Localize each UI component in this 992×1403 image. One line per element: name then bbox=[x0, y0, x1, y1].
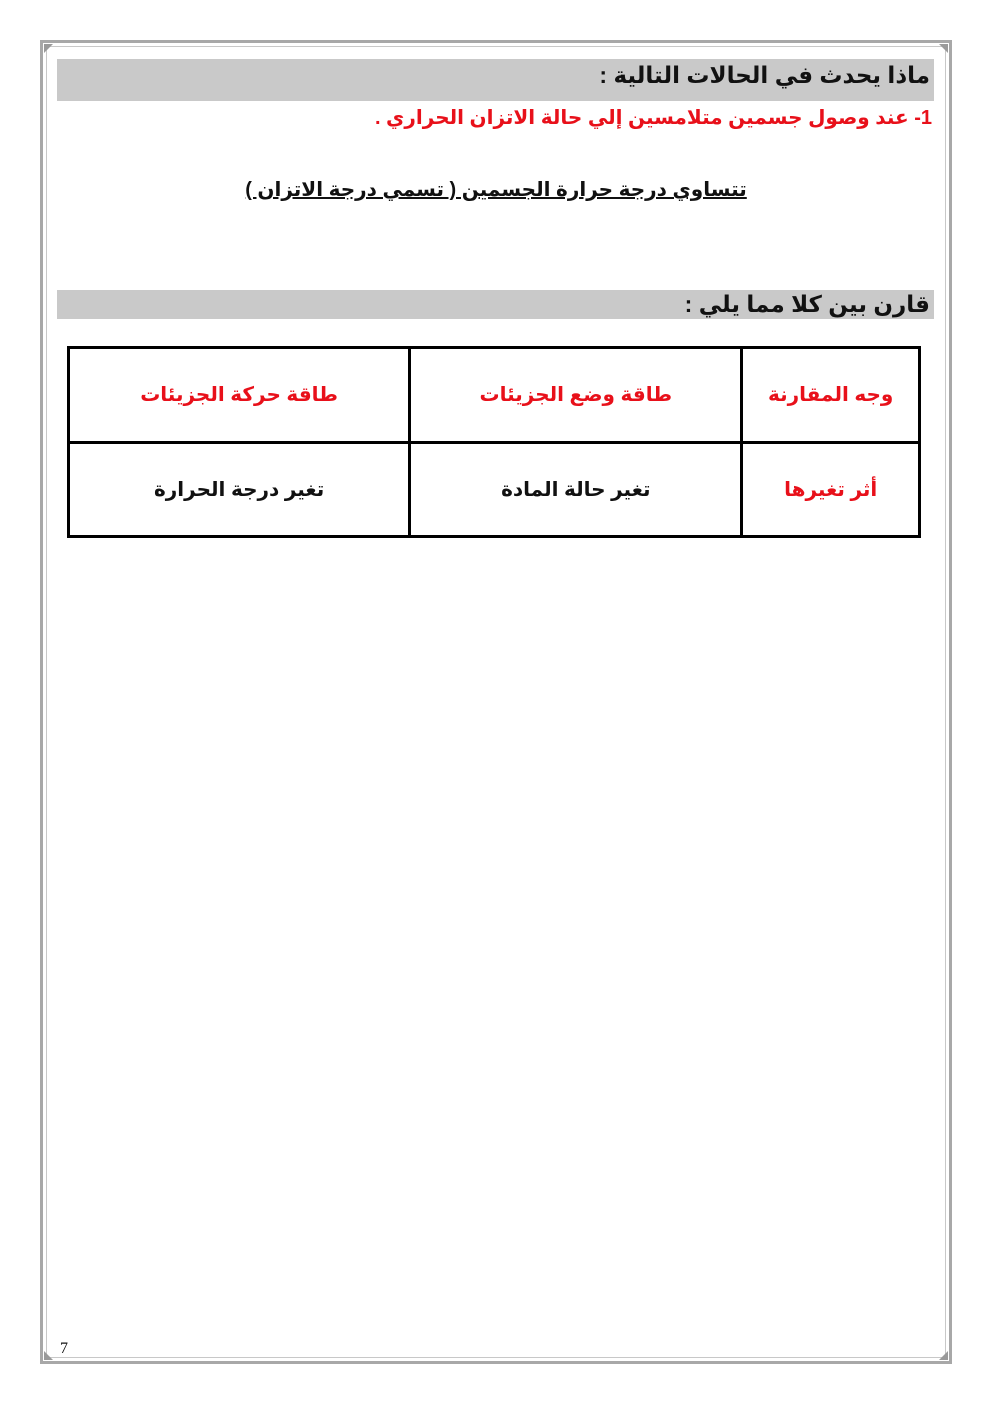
page-number: 7 bbox=[60, 1340, 68, 1357]
question-1: 1- عند وصول جسمين متلامسين إلي حالة الاتزان الحراري . bbox=[374, 107, 932, 129]
table-header-row bbox=[69, 348, 920, 443]
table-row-label: أثر تغيرها bbox=[742, 442, 920, 537]
section-heading-what-happens: ماذا يحدث في الحالات التالية : bbox=[57, 59, 934, 101]
table-cell: تغير درجة الحرارة bbox=[69, 442, 410, 537]
table-header-cell: طاقة وضع الجزيئات bbox=[410, 348, 742, 443]
section-heading-compare: قارن بين كلا مما يلي : bbox=[57, 290, 934, 319]
corner-ornament-bottom-right bbox=[939, 1351, 948, 1360]
page-border-inner bbox=[46, 46, 946, 1358]
corner-ornament-top-right bbox=[939, 44, 948, 53]
table-cell: تغير حالة المادة bbox=[410, 442, 742, 537]
comparison-table bbox=[67, 346, 921, 538]
corner-ornament-top-left bbox=[44, 44, 53, 53]
table-header-cell: طاقة حركة الجزيئات bbox=[69, 348, 410, 443]
corner-ornament-bottom-left bbox=[44, 1351, 53, 1360]
table-header-cell: وجه المقارنة bbox=[742, 348, 920, 443]
answer-1: تتساوي درجة حرارة الجسمين ( تسمي درجة الاتزان ) bbox=[245, 179, 747, 201]
table-row bbox=[69, 442, 920, 537]
